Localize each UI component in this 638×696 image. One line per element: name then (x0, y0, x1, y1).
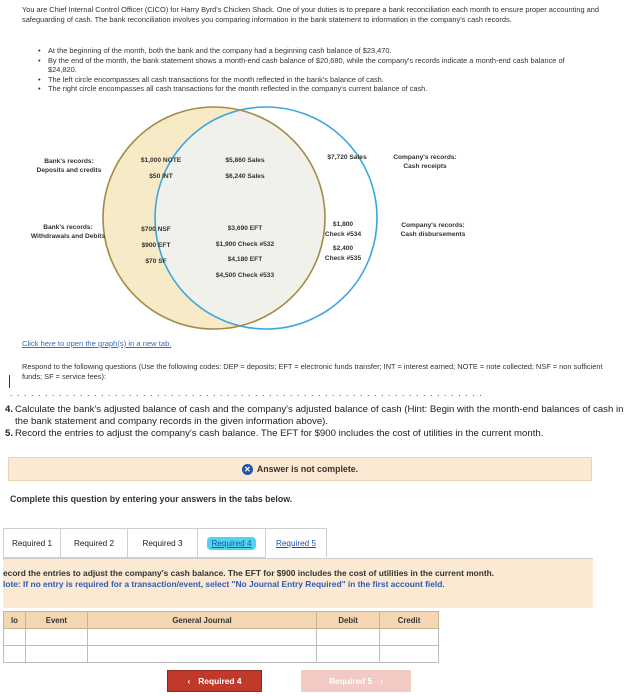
table-row (4, 646, 439, 663)
tab-required-1[interactable] (3, 528, 60, 558)
column-header-general-journal: General Journal (87, 612, 316, 629)
label-title: Bank's records: (44, 158, 94, 165)
journal-entry-table (3, 611, 439, 663)
given-info-item: • The left circle encompasses all cash transactions for the month reflected in the bank's balance of cash. (38, 75, 578, 85)
bank-only-withdrawals (127, 222, 185, 270)
company-only-receipts (316, 153, 378, 162)
requirement-note: lote: If no entry is required for a transaction/event, select "No Journal Entry Required" in the first account field. (3, 579, 445, 589)
label-sub: Cash receipts (403, 163, 447, 170)
cut-off-text-line: . . . . . . . . . . . . . . . . . . . . . . . . . . . . . . . . . . . . . . . . . . . . . . . . . . . . . . . . . . . . . . . . . . . . (10, 388, 483, 398)
tab-required-4[interactable] (197, 528, 265, 558)
next-required-button[interactable] (301, 670, 411, 692)
question-4 (5, 404, 635, 428)
tab-label: Required 5 (275, 538, 317, 548)
label-sub: Deposits and credits (36, 167, 102, 174)
label-sub: Withdrawals and Debits (30, 233, 106, 240)
cell-account[interactable] (87, 629, 316, 646)
venn-entry: $5,860 Sales (225, 157, 265, 164)
venn-entry: $6,240 Sales (225, 173, 265, 180)
next-label: Required 5 (328, 676, 373, 686)
cell-debit[interactable] (317, 629, 380, 646)
venn-entry: $1,900 Check #532 (215, 240, 275, 248)
bank-withdrawals-label (18, 223, 118, 241)
cell-no (4, 629, 26, 646)
tab-required-5[interactable] (265, 528, 327, 558)
column-header-no: lo (4, 612, 26, 629)
tab-label: Required 2 (73, 538, 115, 548)
table-row (4, 629, 439, 646)
text-cursor (9, 375, 10, 388)
close-circle-icon: ✕ (242, 464, 253, 475)
problem-intro: You are Chief Internal Control Officer (CICO) for Harry Byrd's Chicken Shack. One of your duties is to prepare a bank reconciliation each month to ensure proper accounting and safeguarding of cash. The bank reconciliation involves you comparing information in the bank statement to information in the company's cash records. (22, 5, 599, 24)
both-withdrawals (205, 221, 285, 283)
cell-credit[interactable] (380, 646, 439, 663)
requirement-tabs (3, 528, 327, 558)
venn-entry: $4,180 EFT (227, 256, 263, 263)
respond-instructions: Respond to the following questions (Use the following codes: DEP = deposits; EFT = electronic funds transfer; INT = interest earned; NOTE = note collected; NSF = non sufficient funds; SF = service fees): (22, 362, 603, 381)
venn-entry: Check #534 (324, 230, 362, 238)
open-graph-link[interactable]: Click here to open the graph(s) in a new tab. (22, 339, 172, 348)
venn-entry: $1,800 (332, 221, 354, 228)
venn-entry: $70 SF (145, 258, 167, 265)
both-deposits (209, 153, 281, 185)
answer-status-bar (8, 457, 592, 481)
question-number: 5. (5, 428, 14, 440)
venn-entry: $50 INT (149, 173, 173, 180)
venn-entry: $7,720 Sales (327, 154, 367, 161)
column-header-debit: Debit (317, 612, 380, 629)
company-receipts-label (380, 153, 470, 171)
requirement-text: ecord the entries to adjust the company's cash balance. The EFT for $900 includes the cost of utilities in the current month. (3, 568, 495, 578)
question-text: Calculate the bank's adjusted balance of cash and the company's adjusted balance of cash (Hint: Begin with the month-end balances of cash in the bank statement and company records in the given information above). (15, 404, 624, 428)
requirement-instructions (3, 558, 593, 608)
tab-required-3[interactable] (127, 528, 197, 558)
previous-required-button[interactable] (167, 670, 262, 692)
venn-entry: $700 NSF (141, 226, 171, 233)
label-title: Company's records: (393, 154, 457, 161)
cell-credit[interactable] (380, 629, 439, 646)
column-header-credit: Credit (380, 612, 439, 629)
question-5 (5, 428, 635, 440)
cell-event[interactable] (25, 646, 87, 663)
venn-entry: Check #535 (324, 254, 362, 262)
cell-debit[interactable] (317, 646, 380, 663)
column-header-event: Event (25, 612, 87, 629)
prev-label: Required 4 (198, 676, 242, 686)
tab-label: Required 3 (142, 538, 183, 548)
company-disbursements-label (385, 221, 481, 239)
venn-diagram (0, 110, 638, 340)
chevron-right-icon: › (380, 676, 384, 686)
cell-account[interactable] (87, 646, 316, 663)
label-sub: Cash disbursements (400, 231, 466, 238)
bank-only-deposits (130, 153, 192, 185)
given-info-item: • At the beginning of the month, both the bank and the company had a beginning cash balance of $23,470. (38, 46, 578, 56)
venn-entry: $900 EFT (141, 242, 171, 249)
cell-event[interactable] (25, 629, 87, 646)
chevron-left-icon: ‹ (187, 676, 191, 686)
venn-entry: $3,690 EFT (227, 225, 263, 232)
given-info-list (38, 46, 578, 94)
venn-entry: $4,500 Check #533 (215, 271, 275, 279)
complete-prompt: Complete this question by entering your answers in the tabs below. (10, 494, 293, 504)
questions (5, 404, 635, 441)
cell-no (4, 646, 26, 663)
bank-deposits-label (32, 157, 106, 175)
tab-required-2[interactable] (60, 528, 127, 558)
venn-entry: $2,400 (332, 245, 354, 252)
table-header-row (4, 612, 439, 629)
given-info-item: • By the end of the month, the bank statement shows a month-end cash balance of $20,680, while the company's records indicate a month-end cash balance of $24,820. (38, 56, 578, 75)
question-text: Record the entries to adjust the company's cash balance. The EFT for $900 includes the cost of utilities in the current month. (15, 428, 544, 440)
label-title: Bank's records: (43, 224, 93, 231)
question-number: 4. (5, 404, 14, 415)
venn-entry: $1,000 NOTE (140, 157, 182, 164)
label-title: Company's records: (401, 222, 465, 229)
answer-status-text: Answer is not complete. (256, 464, 359, 474)
company-only-disbursements (315, 220, 371, 263)
tab-label: Required 1 (11, 538, 53, 548)
given-info-item: • The right circle encompasses all cash transactions for the month reflected in the company's current balance of cash. (38, 84, 578, 94)
tab-label: Required 4 (207, 537, 255, 550)
